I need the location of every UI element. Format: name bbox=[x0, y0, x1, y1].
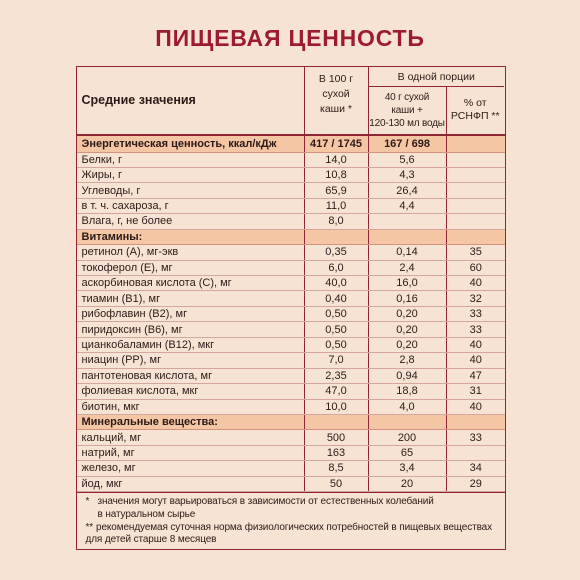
value-percent-rsnfp bbox=[446, 183, 506, 197]
value-per-portion bbox=[368, 230, 446, 244]
nutrient-row bbox=[77, 384, 505, 399]
nutrient-name: рибофлавин (В2), мг bbox=[81, 308, 188, 321]
nutrient-name: кальций, мг bbox=[81, 431, 142, 444]
nutrient-name: Белки, г bbox=[81, 153, 122, 166]
value-percent-rsnfp bbox=[446, 199, 506, 213]
nutrient-name: Жиры, г bbox=[81, 169, 122, 182]
value-per-100g: 40,0 bbox=[304, 276, 368, 290]
header-percent-line: % от bbox=[463, 97, 487, 110]
nutrient-name: аскорбиновая кислота (С), мг bbox=[81, 277, 232, 290]
value-per-portion: 4,4 bbox=[368, 199, 446, 213]
value-per-portion: 0,14 bbox=[368, 245, 446, 259]
header-percent-rsnfp bbox=[446, 87, 505, 134]
value-per-100g: 7,0 bbox=[304, 353, 368, 367]
value-per-100g: 6,0 bbox=[304, 261, 368, 275]
value-percent-rsnfp: 33 bbox=[446, 322, 506, 336]
nutrient-row bbox=[77, 322, 505, 337]
nutrient-row bbox=[77, 461, 505, 476]
footnote-text: в натуральном сырье bbox=[97, 508, 196, 520]
value-per-portion: 20 bbox=[368, 477, 446, 491]
section-header-vitamins bbox=[77, 230, 505, 245]
footnote-text: для детей старше 8 месяцев bbox=[85, 534, 217, 546]
value-per-100g bbox=[304, 230, 368, 244]
header-per-100g bbox=[304, 67, 368, 134]
page-title: ПИЩЕВАЯ ЦЕННОСТЬ bbox=[155, 25, 425, 51]
footnote-2-continued bbox=[86, 534, 502, 547]
value-per-portion: 4,3 bbox=[368, 168, 446, 182]
header-average-values: Средние значения bbox=[81, 93, 196, 108]
value-percent-rsnfp: 33 bbox=[446, 430, 506, 444]
value-per-100g: 65,9 bbox=[304, 183, 368, 197]
footnote-text: значения могут варьироваться в зависимости от естественных колебаний bbox=[97, 496, 434, 508]
value-per-100g: 417 / 1745 bbox=[304, 136, 368, 152]
nutrient-name: пантотеновая кислота, мг bbox=[81, 369, 213, 382]
header-portion-line: 120-130 мл воды bbox=[369, 117, 445, 129]
value-per-portion: 2,8 bbox=[368, 353, 446, 367]
value-per-portion: 18,8 bbox=[368, 384, 446, 398]
header-portion-amount bbox=[368, 87, 446, 134]
nutrient-name: ниацин (РР), мг bbox=[81, 354, 162, 367]
header-per-100g-line: В 100 г bbox=[318, 73, 354, 85]
nutrient-row bbox=[77, 199, 505, 214]
nutrient-name: токоферол (Е), мг bbox=[81, 261, 173, 274]
footnote-text: рекомендуемая суточная норма физиологических потребностей в пищевых веществах bbox=[96, 521, 492, 533]
section-header-minerals bbox=[77, 415, 505, 430]
nutrient-name: железо, мг bbox=[81, 462, 136, 475]
nutrient-row bbox=[77, 214, 505, 229]
nutrient-name: Влага, г, не более bbox=[81, 215, 173, 228]
nutrient-row bbox=[77, 446, 505, 461]
nutrient-name: пиридоксин (В6), мг bbox=[81, 323, 183, 336]
value-per-100g: 2,35 bbox=[304, 369, 368, 383]
energy-row bbox=[77, 136, 505, 153]
value-per-100g bbox=[304, 415, 368, 429]
nutrient-name: тиамин (В1), мг bbox=[81, 292, 161, 305]
value-percent-rsnfp bbox=[446, 136, 506, 152]
value-percent-rsnfp bbox=[446, 214, 506, 228]
footnote-mark: ** bbox=[85, 521, 94, 533]
value-per-portion: 0,20 bbox=[368, 307, 446, 321]
nutrient-name: Углеводы, г bbox=[81, 184, 141, 197]
value-per-100g: 0,50 bbox=[304, 338, 368, 352]
value-percent-rsnfp bbox=[446, 446, 506, 460]
value-percent-rsnfp: 40 bbox=[446, 400, 506, 414]
value-percent-rsnfp: 60 bbox=[446, 261, 506, 275]
header-per-100g-line: каши * bbox=[320, 103, 352, 115]
header-portion-line: каши + bbox=[391, 104, 423, 116]
nutrient-row bbox=[77, 369, 505, 384]
nutrient-row bbox=[77, 153, 505, 168]
value-percent-rsnfp: 34 bbox=[446, 461, 506, 475]
energy-label: Энергетическая ценность, ккал/кДж bbox=[81, 137, 277, 150]
value-per-portion: 0,94 bbox=[368, 369, 446, 383]
value-per-100g: 14,0 bbox=[304, 153, 368, 167]
header-per-portion-group: В одной порции bbox=[368, 67, 505, 87]
value-per-portion bbox=[368, 214, 446, 228]
value-per-portion: 0,20 bbox=[368, 322, 446, 336]
footnote-1 bbox=[86, 496, 502, 509]
value-per-100g: 8,0 bbox=[304, 214, 368, 228]
value-percent-rsnfp: 40 bbox=[446, 276, 506, 290]
nutrient-row bbox=[77, 276, 505, 291]
header-percent-line: РСНФП ** bbox=[450, 110, 500, 123]
value-per-portion: 65 bbox=[368, 446, 446, 460]
nutrient-row bbox=[77, 353, 505, 368]
value-per-portion: 3,4 bbox=[368, 461, 446, 475]
nutrient-row bbox=[77, 400, 505, 415]
value-percent-rsnfp: 33 bbox=[446, 307, 506, 321]
nutrient-name: натрий, мг bbox=[81, 447, 135, 460]
value-percent-rsnfp: 40 bbox=[446, 338, 506, 352]
value-percent-rsnfp: 47 bbox=[446, 369, 506, 383]
value-per-100g: 10,8 bbox=[304, 168, 368, 182]
nutrient-row bbox=[77, 338, 505, 353]
nutrient-row bbox=[77, 183, 505, 198]
section-title: Минеральные вещества: bbox=[81, 416, 218, 429]
value-per-portion: 4,0 bbox=[368, 400, 446, 414]
value-per-100g: 0,40 bbox=[304, 291, 368, 305]
footnotes bbox=[77, 492, 505, 549]
value-percent-rsnfp: 31 bbox=[446, 384, 506, 398]
value-per-portion bbox=[368, 415, 446, 429]
value-per-100g: 0,50 bbox=[304, 307, 368, 321]
header-portion-line: 40 г сухой bbox=[384, 91, 430, 103]
nutrient-row bbox=[77, 168, 505, 183]
value-per-100g: 500 bbox=[304, 430, 368, 444]
value-per-portion: 26,4 bbox=[368, 183, 446, 197]
nutrient-row bbox=[77, 291, 505, 306]
section-title: Витамины: bbox=[81, 230, 143, 243]
table-body bbox=[77, 136, 505, 493]
value-percent-rsnfp bbox=[446, 153, 506, 167]
value-per-portion: 0,20 bbox=[368, 338, 446, 352]
value-per-portion: 2,4 bbox=[368, 261, 446, 275]
nutrient-row bbox=[77, 245, 505, 260]
nutrient-name: йод, мкг bbox=[81, 477, 123, 490]
value-percent-rsnfp bbox=[446, 230, 506, 244]
value-per-100g: 0,50 bbox=[304, 322, 368, 336]
value-per-portion: 200 bbox=[368, 430, 446, 444]
value-per-portion: 5,6 bbox=[368, 153, 446, 167]
footnote-2 bbox=[86, 522, 502, 535]
footnote-mark: * bbox=[85, 496, 90, 508]
value-per-portion: 167 / 698 bbox=[368, 136, 446, 152]
value-per-100g: 47,0 bbox=[304, 384, 368, 398]
value-percent-rsnfp bbox=[446, 415, 506, 429]
table-header bbox=[77, 67, 505, 136]
value-percent-rsnfp: 35 bbox=[446, 245, 506, 259]
nutrient-name: цианкобаламин (В12), мкг bbox=[81, 338, 215, 351]
value-per-100g: 8,5 bbox=[304, 461, 368, 475]
value-percent-rsnfp: 32 bbox=[446, 291, 506, 305]
value-per-100g: 11,0 bbox=[304, 199, 368, 213]
footnote-1-continued bbox=[86, 509, 502, 522]
value-percent-rsnfp bbox=[446, 168, 506, 182]
nutrition-table bbox=[76, 66, 506, 550]
nutrient-row bbox=[77, 307, 505, 322]
nutrient-row bbox=[77, 477, 505, 492]
value-per-100g: 0,35 bbox=[304, 245, 368, 259]
value-per-100g: 163 bbox=[304, 446, 368, 460]
value-percent-rsnfp: 40 bbox=[446, 353, 506, 367]
nutrient-name: биотин, мкг bbox=[81, 400, 140, 413]
nutrient-name: в т. ч. сахароза, г bbox=[81, 200, 169, 213]
value-per-portion: 16,0 bbox=[368, 276, 446, 290]
nutrient-name: фолиевая кислота, мкг bbox=[81, 385, 199, 398]
value-per-portion: 0,16 bbox=[368, 291, 446, 305]
nutrient-name: ретинол (А), мг-экв bbox=[81, 246, 179, 259]
nutrient-row bbox=[77, 430, 505, 445]
value-per-100g: 10,0 bbox=[304, 400, 368, 414]
value-per-100g: 50 bbox=[304, 477, 368, 491]
header-per-100g-line: сухой bbox=[322, 88, 350, 100]
nutrient-row bbox=[77, 261, 505, 276]
value-percent-rsnfp: 29 bbox=[446, 477, 506, 491]
